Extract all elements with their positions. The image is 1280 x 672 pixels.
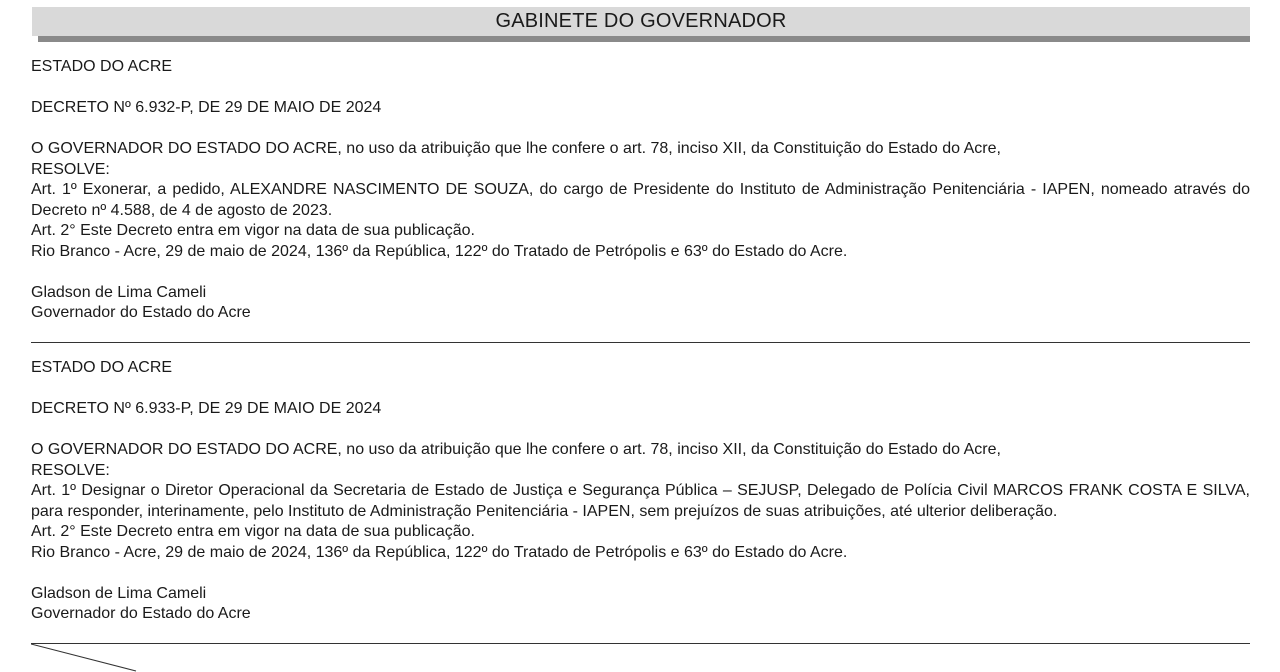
decree-divider-1 xyxy=(31,342,1250,343)
decree-state: ESTADO DO ACRE xyxy=(31,359,173,376)
decree-signer-title: Governador do Estado do Acre xyxy=(31,605,251,622)
decree-signer-name: Gladson de Lima Cameli xyxy=(31,584,207,602)
decree-preamble: O GOVERNADOR DO ESTADO DO ACRE, no uso da atribuição que lhe confere o art. 78, inciso XII, da Constituição do Estado do Acre, xyxy=(31,441,1001,458)
decree-resolve: RESOLVE: xyxy=(31,461,110,479)
decree-article-1: Art. 1º Exonerar, a pedido, ALEXANDRE NASCIMENTO DE SOUZA, do cargo de Presidente do Instituto de Administração Penitenciária - IAPEN, nomeado através do Decreto nº 4.588, de 4 de agosto de 2023. xyxy=(31,181,1250,219)
decree-place-date: Rio Branco - Acre, 29 de maio de 2024, 136º da República, 122º do Tratado de Petrópolis e 63º do Estado do Acre. xyxy=(31,242,848,260)
decree-title: DECRETO Nº 6.932-P, DE 29 DE MAIO DE 2024 xyxy=(31,99,382,116)
section-header-title: GABINETE DO GOVERNADOR xyxy=(495,10,787,32)
decree-article-2: Art. 2° Este Decreto entra em vigor na data de sua publicação. xyxy=(31,523,475,540)
decree-signer-title: Governador do Estado do Acre xyxy=(31,304,251,321)
decree-block-1 xyxy=(31,57,1250,324)
decree-signer-name: Gladson de Lima Cameli xyxy=(31,283,207,301)
decree-preamble: O GOVERNADOR DO ESTADO DO ACRE, no uso da atribuição que lhe confere o art. 78, inciso XII, da Constituição do Estado do Acre, xyxy=(31,140,1001,157)
decree-place-date: Rio Branco - Acre, 29 de maio de 2024, 136º da República, 122º do Tratado de Petrópolis e 63º do Estado do Acre. xyxy=(31,543,848,561)
section-header-shadow xyxy=(38,36,1250,42)
decree-block-2 xyxy=(31,358,1250,625)
decree-state: ESTADO DO ACRE xyxy=(31,58,173,75)
decree-title: DECRETO Nº 6.933-P, DE 29 DE MAIO DE 2024 xyxy=(31,400,382,417)
decree-article-2: Art. 2° Este Decreto entra em vigor na data de sua publicação. xyxy=(31,222,475,239)
decorative-stroke xyxy=(31,643,151,672)
decree-divider-2 xyxy=(31,643,1250,644)
decree-resolve: RESOLVE: xyxy=(31,160,110,178)
decree-article-1: Art. 1º Designar o Diretor Operacional da Secretaria de Estado de Justiça e Segurança Pública – SEJUSP, Delegado de Polícia Civil MARCOS FRANK COSTA E SILVA, para responder, interinamente, pelo Instituto de Administração Penitenciária - IAPEN, sem prejuízos de suas atribuições, até ulterior deliberação. xyxy=(31,482,1250,520)
